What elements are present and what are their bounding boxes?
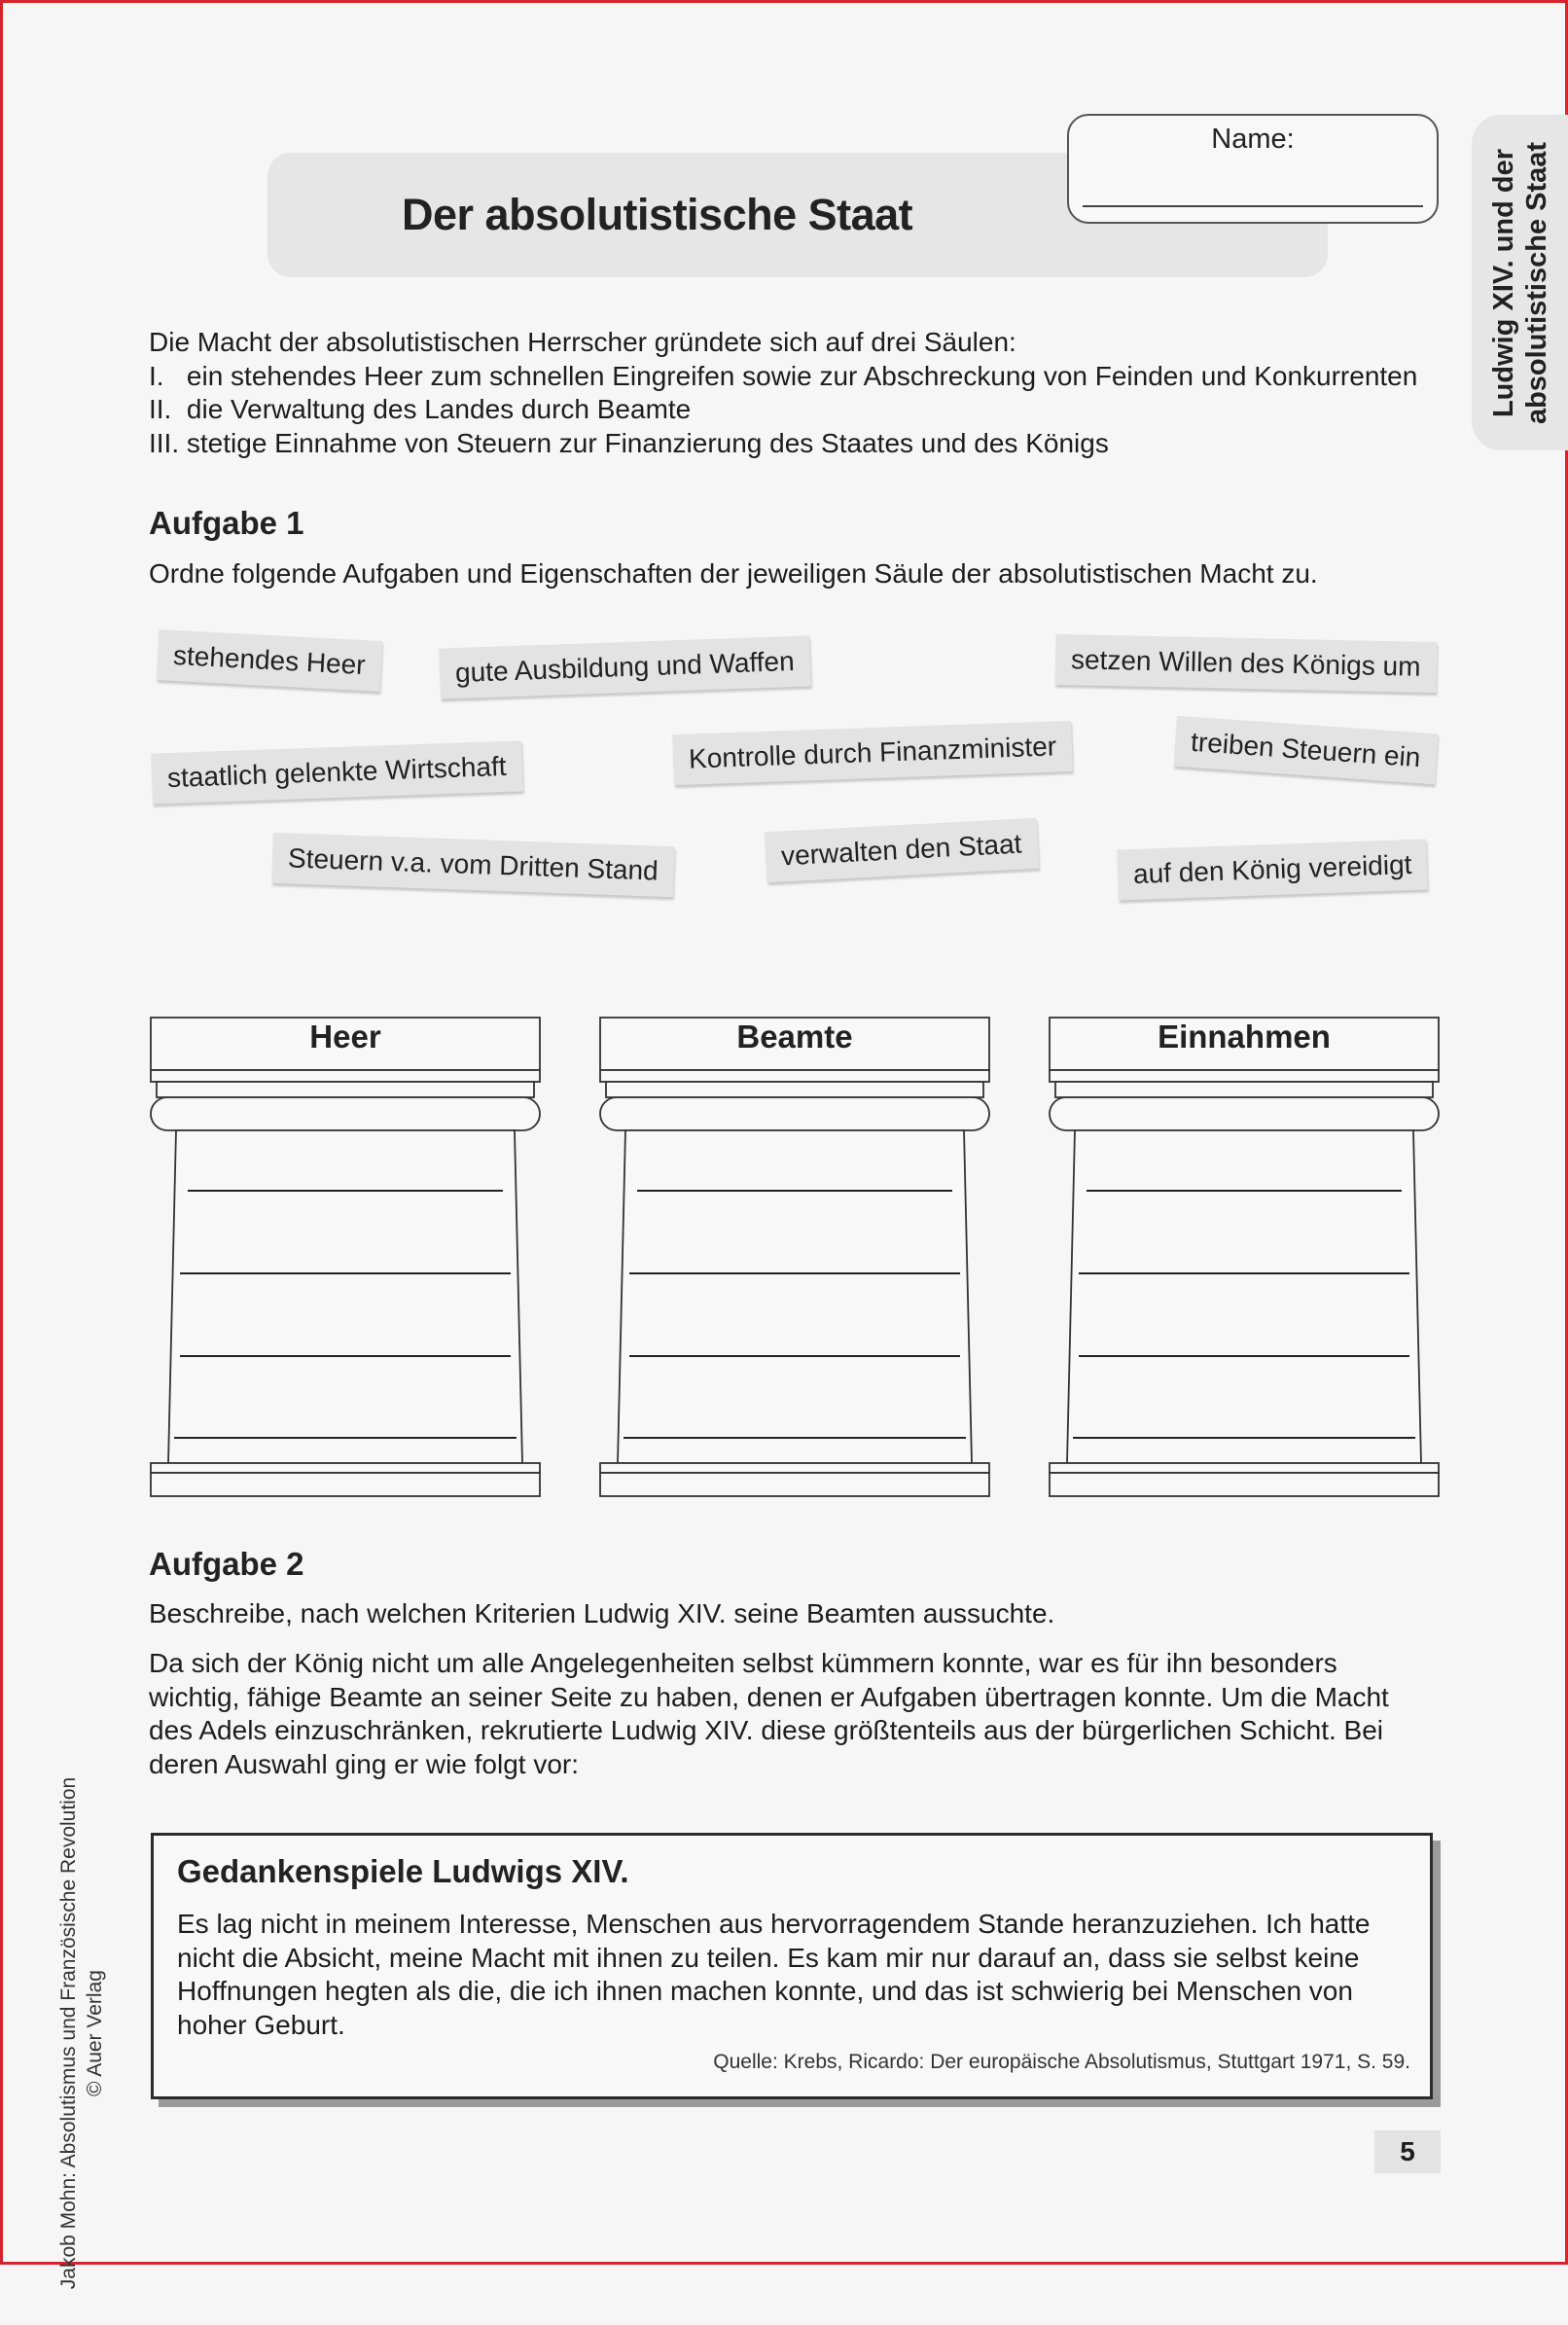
task2-heading: Aufgabe 2 [149, 1546, 304, 1582]
intro-item-1: I. ein stehendes Heer zum schnellen Eingreifen sowie zur Abschreckung von Feinden und Konkurrenten [149, 360, 1418, 391]
quote-line: hoher Geburt. [177, 2009, 345, 2040]
strip-vereidigt[interactable]: auf den König vereidigt [1117, 839, 1428, 900]
side-credit [55, 1741, 108, 2325]
task2-paragraph-line: wichtig, fähige Beamte an seiner Seite zu haben, denen er Aufgaben übertragen konnte. Um die Macht [149, 1681, 1389, 1712]
intro-item-3: III. stetige Einnahme von Steuern zur Finanzierung des Staates und des Königs [149, 427, 1109, 458]
quote-box [151, 1833, 1433, 2099]
strip-stehendes-heer[interactable]: stehendes Heer [157, 629, 382, 692]
name-label: Name: [1211, 124, 1295, 155]
quote-source: Quelle: Krebs, Ricardo: Der europäische Absolutismus, Stuttgart 1971, S. 59. [713, 2051, 1410, 2073]
name-write-line[interactable] [1083, 205, 1423, 207]
credit-line-2: © Auer Verlag [84, 1970, 106, 2096]
intro-lead: Die Macht der absolutistischen Herrscher gründete sich auf drei Säulen: [149, 327, 1016, 357]
pillar-heer [149, 1016, 542, 1498]
side-tab-line-2: absolutistische Staat [1520, 141, 1552, 424]
page-number: 5 [1374, 2130, 1441, 2173]
intro-text [149, 326, 1417, 460]
task2-paragraph [149, 1647, 1389, 1781]
task2-paragraph-line: deren Auswahl ging er wie folgt vor: [149, 1748, 580, 1779]
pillar-label-heer: Heer [309, 1019, 381, 1055]
task2-paragraph-line: Da sich der König nicht um alle Angelegenheiten selbst kümmern konnte, war es für ihn besonders [149, 1648, 1337, 1678]
strip-setzen-willen[interactable]: setzen Willen des Königs um [1054, 634, 1437, 693]
quote-line: nicht die Absicht, meine Macht mit ihnen zu teilen. Es kam mir nur darauf an, dass sie selbst keine [177, 1942, 1360, 1973]
strip-kontrolle[interactable]: Kontrolle durch Finanzminister [672, 721, 1073, 785]
strip-steuern-dritter-stand[interactable]: Steuern v.a. vom Dritten Stand [271, 833, 674, 897]
page-title: Der absolutistische Staat [402, 190, 913, 239]
strip-treiben-steuern[interactable]: treiben Steuern ein [1174, 716, 1439, 785]
task1-instruction: Ordne folgende Aufgaben und Eigenschaften der jeweiligen Säule der absolutistischen Macht zu. [149, 558, 1318, 589]
task2-paragraph-line: des Adels einzuschränken, rekrutierte Ludwig XIV. diese größtenteils aus der bürgerlichen Schicht. Bei [149, 1715, 1384, 1745]
credit-line-1: Jakob Mohn: Absolutismus und Französische Revolution [57, 1776, 80, 2290]
intro-item-2: II. die Verwaltung des Landes durch Beamte [149, 394, 692, 424]
pillar-label-einnahmen: Einnahmen [1158, 1019, 1331, 1055]
pillar-beamte [598, 1016, 991, 1498]
quote-text [177, 1908, 1403, 2042]
pillar-label-beamte: Beamte [736, 1019, 853, 1055]
strip-staatlich-gelenkt[interactable]: staatlich gelenkte Wirtschaft [151, 740, 522, 804]
strip-verwalten[interactable]: verwalten den Staat [765, 818, 1039, 883]
name-box [1067, 114, 1439, 224]
task2-instruction: Beschreibe, nach welchen Kriterien Ludwig XIV. seine Beamten aussuchte. [149, 1598, 1055, 1628]
strip-gute-ausbildung[interactable]: gute Ausbildung und Waffen [439, 635, 810, 698]
quote-line: Es lag nicht in meinem Interesse, Menschen aus hervorragendem Stande heranzuziehen. Ich hatte [177, 1909, 1371, 1939]
task1-heading: Aufgabe 1 [149, 505, 304, 541]
quote-line: Hoffnungen hegten als die, die ich ihnen machen konnte, und das ist schwierig bei Menschen von [177, 1976, 1353, 2006]
pillar-einnahmen [1048, 1016, 1441, 1498]
quote-title: Gedankenspiele Ludwigs XIV. [177, 1853, 629, 1889]
side-tab-line-1: Ludwig XIV. und der [1487, 148, 1519, 417]
chapter-side-tab [1472, 115, 1568, 450]
